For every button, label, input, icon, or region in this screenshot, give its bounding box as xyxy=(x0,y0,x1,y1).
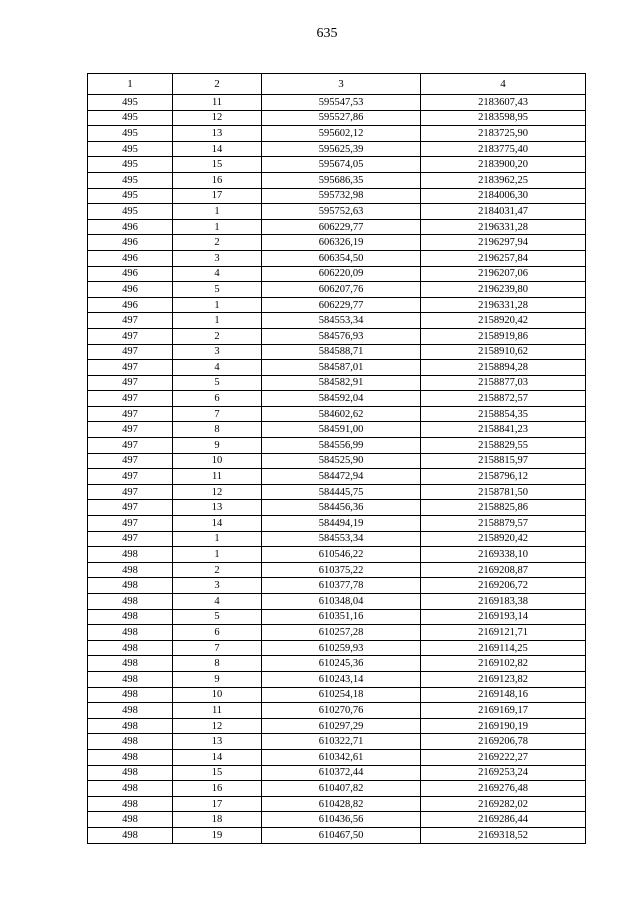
y-coordinate-cell: 2183725,90 xyxy=(421,126,586,142)
x-coordinate-cell: 610436,56 xyxy=(262,812,421,828)
point-number-cell: 13 xyxy=(173,500,262,516)
table-row xyxy=(88,640,586,656)
parcel-number-cell: 495 xyxy=(88,188,173,204)
table-row xyxy=(88,734,586,750)
y-coordinate-cell: 2183775,40 xyxy=(421,141,586,157)
y-coordinate-cell: 2169276,48 xyxy=(421,781,586,797)
parcel-number-cell: 498 xyxy=(88,671,173,687)
point-number-cell: 5 xyxy=(173,375,262,391)
point-number-cell: 2 xyxy=(173,328,262,344)
table-row xyxy=(88,406,586,422)
y-coordinate-cell: 2158854,35 xyxy=(421,406,586,422)
table-row xyxy=(88,703,586,719)
y-coordinate-cell: 2169183,38 xyxy=(421,594,586,610)
parcel-number-cell: 495 xyxy=(88,172,173,188)
point-number-cell: 1 xyxy=(173,313,262,329)
x-coordinate-cell: 606354,50 xyxy=(262,250,421,266)
table-header xyxy=(88,74,586,95)
y-coordinate-cell: 2183607,43 xyxy=(421,95,586,111)
x-coordinate-cell: 610322,71 xyxy=(262,734,421,750)
table-row xyxy=(88,313,586,329)
x-coordinate-cell: 610254,18 xyxy=(262,687,421,703)
parcel-number-cell: 495 xyxy=(88,141,173,157)
point-number-cell: 2 xyxy=(173,562,262,578)
table-row xyxy=(88,453,586,469)
x-coordinate-cell: 584556,99 xyxy=(262,438,421,454)
point-number-cell: 11 xyxy=(173,95,262,111)
x-coordinate-cell: 595547,53 xyxy=(262,95,421,111)
parcel-number-cell: 496 xyxy=(88,235,173,251)
parcel-number-cell: 498 xyxy=(88,578,173,594)
x-coordinate-cell: 584553,34 xyxy=(262,531,421,547)
parcel-number-cell: 498 xyxy=(88,827,173,843)
table-row xyxy=(88,671,586,687)
point-number-cell: 14 xyxy=(173,749,262,765)
table-row xyxy=(88,110,586,126)
x-coordinate-cell: 610348,04 xyxy=(262,594,421,610)
table-row xyxy=(88,422,586,438)
y-coordinate-cell: 2169121,71 xyxy=(421,625,586,641)
point-number-cell: 5 xyxy=(173,609,262,625)
parcel-number-cell: 497 xyxy=(88,438,173,454)
y-coordinate-cell: 2158910,62 xyxy=(421,344,586,360)
point-number-cell: 3 xyxy=(173,344,262,360)
point-number-cell: 10 xyxy=(173,687,262,703)
parcel-number-cell: 497 xyxy=(88,328,173,344)
x-coordinate-cell: 610546,22 xyxy=(262,547,421,563)
point-number-cell: 9 xyxy=(173,438,262,454)
parcel-number-cell: 498 xyxy=(88,718,173,734)
point-number-cell: 5 xyxy=(173,282,262,298)
x-coordinate-cell: 606326,19 xyxy=(262,235,421,251)
parcel-number-cell: 498 xyxy=(88,609,173,625)
coordinates-table xyxy=(87,73,586,844)
y-coordinate-cell: 2169114,25 xyxy=(421,640,586,656)
x-coordinate-cell: 584602,62 xyxy=(262,406,421,422)
table-body xyxy=(88,95,586,844)
parcel-number-cell: 498 xyxy=(88,625,173,641)
point-number-cell: 17 xyxy=(173,188,262,204)
y-coordinate-cell: 2196331,28 xyxy=(421,297,586,313)
point-number-cell: 19 xyxy=(173,827,262,843)
parcel-number-cell: 498 xyxy=(88,734,173,750)
table-row xyxy=(88,157,586,173)
y-coordinate-cell: 2169123,82 xyxy=(421,671,586,687)
table-row xyxy=(88,469,586,485)
parcel-number-cell: 496 xyxy=(88,282,173,298)
point-number-cell: 13 xyxy=(173,126,262,142)
table-row xyxy=(88,718,586,734)
parcel-number-cell: 498 xyxy=(88,796,173,812)
x-coordinate-cell: 584582,91 xyxy=(262,375,421,391)
table-row xyxy=(88,578,586,594)
y-coordinate-cell: 2169206,72 xyxy=(421,578,586,594)
point-number-cell: 16 xyxy=(173,781,262,797)
y-coordinate-cell: 2184031,47 xyxy=(421,204,586,220)
y-coordinate-cell: 2196257,84 xyxy=(421,250,586,266)
x-coordinate-cell: 595752,63 xyxy=(262,204,421,220)
table-row xyxy=(88,391,586,407)
x-coordinate-cell: 584553,34 xyxy=(262,313,421,329)
table-row xyxy=(88,360,586,376)
y-coordinate-cell: 2169193,14 xyxy=(421,609,586,625)
parcel-number-cell: 495 xyxy=(88,110,173,126)
header-row xyxy=(88,74,586,95)
y-coordinate-cell: 2158920,42 xyxy=(421,531,586,547)
point-number-cell: 1 xyxy=(173,531,262,547)
x-coordinate-cell: 610467,50 xyxy=(262,827,421,843)
x-coordinate-cell: 610297,29 xyxy=(262,718,421,734)
y-coordinate-cell: 2196207,06 xyxy=(421,266,586,282)
point-number-cell: 2 xyxy=(173,235,262,251)
y-coordinate-cell: 2158919,86 xyxy=(421,328,586,344)
x-coordinate-cell: 606229,77 xyxy=(262,219,421,235)
table-row xyxy=(88,438,586,454)
x-coordinate-cell: 610351,16 xyxy=(262,609,421,625)
x-coordinate-cell: 595602,12 xyxy=(262,126,421,142)
x-coordinate-cell: 595686,35 xyxy=(262,172,421,188)
y-coordinate-cell: 2196331,28 xyxy=(421,219,586,235)
x-coordinate-cell: 610375,22 xyxy=(262,562,421,578)
parcel-number-cell: 498 xyxy=(88,812,173,828)
y-coordinate-cell: 2169148,16 xyxy=(421,687,586,703)
parcel-number-cell: 497 xyxy=(88,344,173,360)
point-number-cell: 3 xyxy=(173,250,262,266)
table-row xyxy=(88,812,586,828)
table-row xyxy=(88,765,586,781)
table-row xyxy=(88,250,586,266)
point-number-cell: 16 xyxy=(173,172,262,188)
point-number-cell: 8 xyxy=(173,422,262,438)
parcel-number-cell: 498 xyxy=(88,640,173,656)
table-row xyxy=(88,687,586,703)
point-number-cell: 4 xyxy=(173,360,262,376)
column-header-1: 1 xyxy=(88,74,173,95)
x-coordinate-cell: 584445,75 xyxy=(262,484,421,500)
parcel-number-cell: 497 xyxy=(88,360,173,376)
table-row xyxy=(88,266,586,282)
point-number-cell: 6 xyxy=(173,391,262,407)
table-row xyxy=(88,749,586,765)
point-number-cell: 11 xyxy=(173,703,262,719)
table-row xyxy=(88,172,586,188)
y-coordinate-cell: 2169338,10 xyxy=(421,547,586,563)
y-coordinate-cell: 2169102,82 xyxy=(421,656,586,672)
y-coordinate-cell: 2169282,02 xyxy=(421,796,586,812)
parcel-number-cell: 495 xyxy=(88,95,173,111)
parcel-number-cell: 498 xyxy=(88,687,173,703)
parcel-number-cell: 496 xyxy=(88,219,173,235)
point-number-cell: 1 xyxy=(173,547,262,563)
y-coordinate-cell: 2169318,52 xyxy=(421,827,586,843)
y-coordinate-cell: 2158815,97 xyxy=(421,453,586,469)
parcel-number-cell: 498 xyxy=(88,749,173,765)
x-coordinate-cell: 606207,76 xyxy=(262,282,421,298)
column-header-2: 2 xyxy=(173,74,262,95)
x-coordinate-cell: 584587,01 xyxy=(262,360,421,376)
table-row xyxy=(88,781,586,797)
parcel-number-cell: 497 xyxy=(88,406,173,422)
table-row xyxy=(88,204,586,220)
table-row xyxy=(88,219,586,235)
table-row xyxy=(88,188,586,204)
point-number-cell: 11 xyxy=(173,469,262,485)
y-coordinate-cell: 2169206,78 xyxy=(421,734,586,750)
parcel-number-cell: 495 xyxy=(88,157,173,173)
parcel-number-cell: 498 xyxy=(88,562,173,578)
table-row xyxy=(88,531,586,547)
y-coordinate-cell: 2158877,03 xyxy=(421,375,586,391)
y-coordinate-cell: 2183900,20 xyxy=(421,157,586,173)
point-number-cell: 1 xyxy=(173,297,262,313)
x-coordinate-cell: 610372,44 xyxy=(262,765,421,781)
table-row xyxy=(88,547,586,563)
parcel-number-cell: 497 xyxy=(88,313,173,329)
x-coordinate-cell: 610407,82 xyxy=(262,781,421,797)
y-coordinate-cell: 2158825,86 xyxy=(421,500,586,516)
x-coordinate-cell: 606220,09 xyxy=(262,266,421,282)
table-row xyxy=(88,328,586,344)
parcel-number-cell: 497 xyxy=(88,469,173,485)
y-coordinate-cell: 2158829,55 xyxy=(421,438,586,454)
parcel-number-cell: 496 xyxy=(88,297,173,313)
parcel-number-cell: 497 xyxy=(88,484,173,500)
table-row xyxy=(88,796,586,812)
y-coordinate-cell: 2169286,44 xyxy=(421,812,586,828)
y-coordinate-cell: 2158894,28 xyxy=(421,360,586,376)
x-coordinate-cell: 610243,14 xyxy=(262,671,421,687)
parcel-number-cell: 498 xyxy=(88,765,173,781)
table-row xyxy=(88,827,586,843)
table-row xyxy=(88,594,586,610)
y-coordinate-cell: 2169190,19 xyxy=(421,718,586,734)
parcel-number-cell: 497 xyxy=(88,375,173,391)
y-coordinate-cell: 2158872,57 xyxy=(421,391,586,407)
point-number-cell: 12 xyxy=(173,110,262,126)
table-row xyxy=(88,126,586,142)
point-number-cell: 15 xyxy=(173,157,262,173)
table-row xyxy=(88,562,586,578)
x-coordinate-cell: 610257,28 xyxy=(262,625,421,641)
y-coordinate-cell: 2183962,25 xyxy=(421,172,586,188)
y-coordinate-cell: 2196297,94 xyxy=(421,235,586,251)
point-number-cell: 1 xyxy=(173,204,262,220)
x-coordinate-cell: 584494,19 xyxy=(262,516,421,532)
x-coordinate-cell: 584472,94 xyxy=(262,469,421,485)
y-coordinate-cell: 2169169,17 xyxy=(421,703,586,719)
x-coordinate-cell: 584525,90 xyxy=(262,453,421,469)
y-coordinate-cell: 2169208,87 xyxy=(421,562,586,578)
column-header-4: 4 xyxy=(421,74,586,95)
point-number-cell: 10 xyxy=(173,453,262,469)
parcel-number-cell: 497 xyxy=(88,453,173,469)
y-coordinate-cell: 2158841,23 xyxy=(421,422,586,438)
x-coordinate-cell: 584591,00 xyxy=(262,422,421,438)
point-number-cell: 8 xyxy=(173,656,262,672)
x-coordinate-cell: 610342,61 xyxy=(262,749,421,765)
parcel-number-cell: 495 xyxy=(88,204,173,220)
x-coordinate-cell: 595527,86 xyxy=(262,110,421,126)
x-coordinate-cell: 610428,82 xyxy=(262,796,421,812)
parcel-number-cell: 498 xyxy=(88,781,173,797)
point-number-cell: 12 xyxy=(173,484,262,500)
point-number-cell: 12 xyxy=(173,718,262,734)
parcel-number-cell: 498 xyxy=(88,594,173,610)
point-number-cell: 3 xyxy=(173,578,262,594)
page-number: 635 xyxy=(316,26,338,41)
y-coordinate-cell: 2169222,27 xyxy=(421,749,586,765)
point-number-cell: 17 xyxy=(173,796,262,812)
table-row xyxy=(88,500,586,516)
y-coordinate-cell: 2158796,12 xyxy=(421,469,586,485)
parcel-number-cell: 497 xyxy=(88,531,173,547)
parcel-number-cell: 497 xyxy=(88,500,173,516)
y-coordinate-cell: 2184006,30 xyxy=(421,188,586,204)
x-coordinate-cell: 584588,71 xyxy=(262,344,421,360)
table-row xyxy=(88,625,586,641)
y-coordinate-cell: 2169253,24 xyxy=(421,765,586,781)
table-row xyxy=(88,344,586,360)
table-row xyxy=(88,516,586,532)
table-row xyxy=(88,282,586,298)
parcel-number-cell: 497 xyxy=(88,391,173,407)
point-number-cell: 9 xyxy=(173,671,262,687)
point-number-cell: 18 xyxy=(173,812,262,828)
x-coordinate-cell: 584592,04 xyxy=(262,391,421,407)
x-coordinate-cell: 584576,93 xyxy=(262,328,421,344)
y-coordinate-cell: 2158920,42 xyxy=(421,313,586,329)
x-coordinate-cell: 595732,98 xyxy=(262,188,421,204)
point-number-cell: 14 xyxy=(173,516,262,532)
table-row xyxy=(88,297,586,313)
point-number-cell: 6 xyxy=(173,625,262,641)
point-number-cell: 13 xyxy=(173,734,262,750)
y-coordinate-cell: 2158879,57 xyxy=(421,516,586,532)
parcel-number-cell: 498 xyxy=(88,656,173,672)
x-coordinate-cell: 606229,77 xyxy=(262,297,421,313)
x-coordinate-cell: 610377,78 xyxy=(262,578,421,594)
parcel-number-cell: 496 xyxy=(88,266,173,282)
point-number-cell: 7 xyxy=(173,640,262,656)
table-row xyxy=(88,375,586,391)
parcel-number-cell: 498 xyxy=(88,547,173,563)
point-number-cell: 1 xyxy=(173,219,262,235)
point-number-cell: 14 xyxy=(173,141,262,157)
x-coordinate-cell: 595625,39 xyxy=(262,141,421,157)
table-row xyxy=(88,141,586,157)
parcel-number-cell: 496 xyxy=(88,250,173,266)
x-coordinate-cell: 584456,36 xyxy=(262,500,421,516)
table-row xyxy=(88,609,586,625)
x-coordinate-cell: 610245,36 xyxy=(262,656,421,672)
parcel-number-cell: 497 xyxy=(88,422,173,438)
table-row xyxy=(88,656,586,672)
parcel-number-cell: 497 xyxy=(88,516,173,532)
x-coordinate-cell: 610259,93 xyxy=(262,640,421,656)
table-row xyxy=(88,235,586,251)
column-header-3: 3 xyxy=(262,74,421,95)
point-number-cell: 4 xyxy=(173,266,262,282)
point-number-cell: 15 xyxy=(173,765,262,781)
y-coordinate-cell: 2196239,80 xyxy=(421,282,586,298)
table-row xyxy=(88,484,586,500)
parcel-number-cell: 495 xyxy=(88,126,173,142)
point-number-cell: 4 xyxy=(173,594,262,610)
x-coordinate-cell: 610270,76 xyxy=(262,703,421,719)
y-coordinate-cell: 2158781,50 xyxy=(421,484,586,500)
point-number-cell: 7 xyxy=(173,406,262,422)
parcel-number-cell: 498 xyxy=(88,703,173,719)
y-coordinate-cell: 2183598,95 xyxy=(421,110,586,126)
x-coordinate-cell: 595674,05 xyxy=(262,157,421,173)
table-row xyxy=(88,95,586,111)
